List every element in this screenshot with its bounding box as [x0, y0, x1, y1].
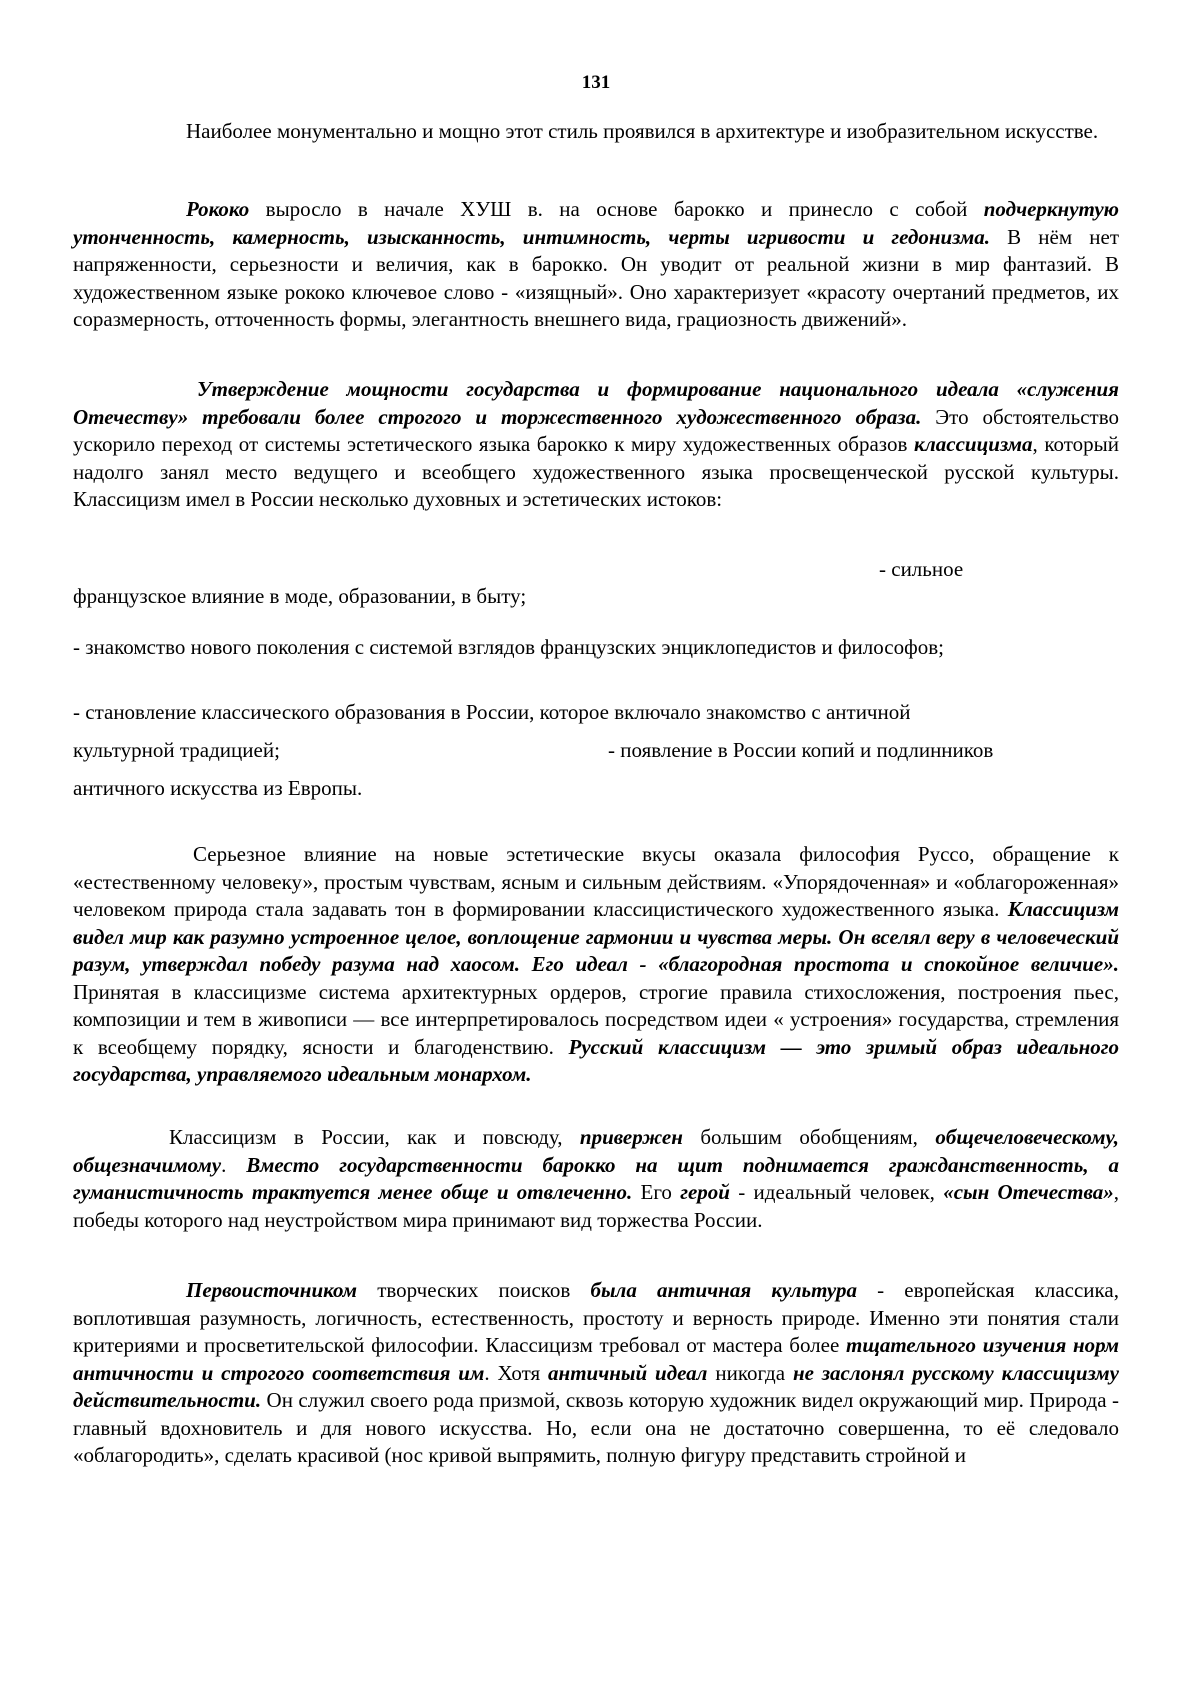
emphasis-antique-ideal: античный идеал: [548, 1360, 708, 1385]
emphasis-son-of-fatherland: «сын Отечества»: [943, 1180, 1114, 1204]
emphasis-rococo: Рококо: [186, 197, 250, 221]
paragraph-text: Принятая в классицизме система архитектурных ордеров, строгие правила стихосложения, построения пьес, композиции и тем в живописи — все интерпретировалось посредством идеи « устроения» государства, стремления к всеобщему порядку, ясности и благоденствию.: [73, 979, 1119, 1059]
emphasis-classicism: классицизма: [913, 432, 1033, 456]
paragraph-text: Он служил своего рода призмой, сквозь которую художник видел окружающий мир. Природа - главный вдохновитель и для нового искусства. Но, если она не достаточно совершенна, то её следовало «облагородить», сделать красивой (нос кривой выпрямить, полную фигуру представить стройной и: [73, 1388, 1119, 1467]
emphasis-primary-source: Первоисточником: [186, 1278, 358, 1302]
paragraph-text: Его: [632, 1180, 681, 1204]
emphasis-hero: герой: [680, 1180, 730, 1204]
paragraph-text: Это обстоятельство ускорило переход от системы эстетического языка барокко к миру художественных образов: [73, 404, 1119, 456]
paragraph-text: Наиболее монументально и мощно этот стиль проявился в архитектуре и изобразительном искусстве.: [186, 119, 1099, 143]
emphasis-text: Русский классицизм — это зримый образ идеального государства, управляемого идеальным монархом.: [73, 1034, 1119, 1086]
paragraph-text: В нём нет напряженности, серьезности и величия, как в барокко. Он уводит от реальной жизни в мир фантазий. В художественном языке рококо ключевое слово - «изящный». Оно характеризует «красоту очертаний предметов, их соразмерность, отточенность формы, элегантность внешнего вида, грациозность движений».: [73, 224, 1120, 331]
paragraph-text: - идеальный человек,: [729, 1180, 944, 1204]
paragraph-text: Серьезное влияние на новые эстетические вкусы оказала философия Руссо, обращение к «естественному человеку», простым чувствам, ясным и сильным действиям. «Упорядоченная» и «облагороженная» человеком природа стала задавать тон в формировании классицистического художественного языка.: [73, 842, 1119, 921]
paragraph-text: творческих поисков: [357, 1278, 591, 1302]
list-item-3-end: культурной традицией;: [73, 738, 280, 762]
paragraph-text: , который надолго занял место ведущего и всеобщего художественного языка просвещенческой русской культуры. Классицизм имел в России несколько духовных и эстетических истоков:: [73, 432, 1119, 511]
paragraph-rousseau: [73, 841, 1119, 1089]
list-item-1-start: - сильное: [879, 557, 964, 581]
paragraph-text: - европейская классика, воплотившая разумность, логичность, естественность, простоту и верность природе. Именно эти понятия стали критериями и просветительской философии. Классицизм требовал от мастера более: [73, 1278, 1119, 1357]
paragraph-text: , победы которого над неустройством мира принимают вид торжества России.: [73, 1180, 1119, 1232]
paragraph-text: большим обобщениям,: [682, 1125, 936, 1149]
list-item-3-start: - становление классического образования в России, которое включало знакомство с античной: [73, 700, 911, 724]
paragraph-text: .: [221, 1152, 247, 1177]
paragraph-classicism-origins: [73, 376, 1119, 514]
emphasis-text: не заслонял русскому классицизму действительности.: [73, 1360, 1119, 1412]
paragraph-rococo: [73, 196, 1119, 334]
emphasis-text: Классицизм видел мир как разумно устроенное целое, воплощение гармонии и чувства меры. Он вселял веру в человеческий разум, утверждал победу разума над хаосом. Его идеал - «благородная простота и спокойное величие».: [73, 897, 1119, 976]
list-item-4-end: античного искусства из Европы.: [73, 776, 363, 800]
emphasis-text: общечеловеческому, общезначимому: [73, 1125, 1119, 1177]
emphasis-text: подчеркнутую утонченность, камерность, изысканность, интимность, черты игривости и гедонизма.: [73, 197, 1119, 249]
paragraph-text: . Хотя: [484, 1360, 549, 1385]
emphasis-text: привержен: [579, 1125, 683, 1149]
paragraph-baroque-summary: [73, 118, 1119, 146]
emphasis-text: тщательного изучения норм античности и строгого соответствия им: [73, 1333, 1119, 1385]
paragraph-classicism-russia: [73, 1124, 1119, 1234]
list-item-2: - знакомство нового поколения с системой взглядов французских энциклопедистов и философов;: [73, 635, 944, 659]
emphasis-text: Вместо государственности барокко на щит поднимается гражданственность, а гуманистичность трактуется менее обще и отвлеченно.: [73, 1152, 1120, 1204]
paragraph-antiquity: [73, 1277, 1119, 1470]
paragraph-text: никогда: [707, 1360, 793, 1385]
paragraph-text: выросло в начале ХУШ в. на основе барокко и принесло с собой: [249, 197, 984, 221]
list-item-1-end: французское влияние в моде, образовании, в быту;: [73, 584, 527, 608]
page-number: 131: [581, 72, 611, 93]
emphasis-text: была античная культура: [590, 1278, 857, 1302]
list-item-4-start: - появление в России копий и подлинников: [608, 738, 994, 762]
emphasis-text: Утверждение мощности государства и формирование национального идеала «служения Отечеству» требовали более строгого и торжественного художественного образа.: [73, 377, 1119, 429]
paragraph-text: Классицизм в России, как и повсюду,: [169, 1125, 580, 1149]
